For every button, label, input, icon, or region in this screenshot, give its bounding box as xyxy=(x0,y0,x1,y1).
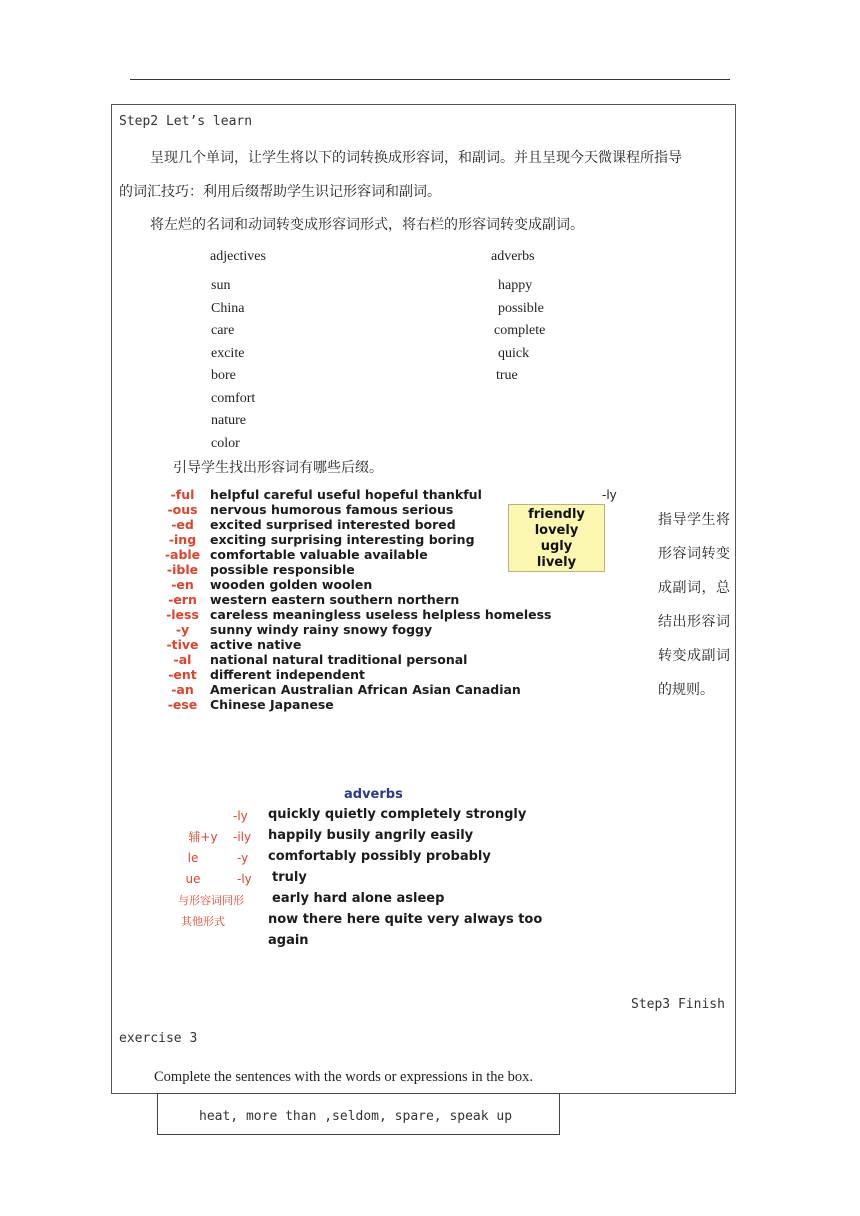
ly-adjective: friendly xyxy=(528,507,585,522)
step2-title: Step2 Let’s learn xyxy=(119,114,253,129)
word-box xyxy=(157,1093,560,1135)
left-word: nature xyxy=(211,413,246,428)
instruction-line: Complete the sentences with the words or expressions in the box. xyxy=(154,1069,533,1085)
suffix-label: -ible xyxy=(166,562,199,577)
suffix-words: helpful careful useful hopeful thankful xyxy=(210,487,482,502)
intro-line-2: 的词汇技巧：利用后缀帮助学生识记形容词和副词。 xyxy=(119,184,441,200)
adverbs-header: adverbs xyxy=(491,249,535,264)
suffix-label: -tive xyxy=(166,637,199,652)
ly-adjective: lovely xyxy=(534,523,579,538)
adjectives-header: adjectives xyxy=(210,249,266,264)
suffix-label: -ous xyxy=(167,502,198,517)
suffix-label: -ese xyxy=(167,697,198,712)
adverb-rule: 其他形式 xyxy=(181,915,225,928)
suffix-words: sunny windy rainy snowy foggy xyxy=(210,622,433,637)
right-word: quick xyxy=(498,345,530,361)
guide-line: 引导学生找出形容词有哪些后缀。 xyxy=(173,460,383,476)
left-word: China xyxy=(211,300,245,316)
suffix-label: -ent xyxy=(168,667,197,682)
suffix-word-column xyxy=(210,487,552,712)
adverb-words: early hard alone asleep xyxy=(272,891,445,906)
suffix-words: active native xyxy=(210,637,302,652)
adverb-rule: 与形容词同形 xyxy=(178,894,244,907)
suffix-words: national natural traditional personal xyxy=(210,652,468,667)
adverb-words: again xyxy=(268,933,309,948)
suffix-label: -ern xyxy=(168,592,197,607)
left-word: sun xyxy=(211,278,231,293)
adverb-rule: 辅+y -ily xyxy=(188,830,252,844)
header-rule xyxy=(130,79,730,80)
suffix-label: -ed xyxy=(171,517,194,532)
suffix-words: comfortable valuable available xyxy=(210,547,428,562)
suffix-label: -en xyxy=(171,577,194,592)
teaching-note: 指导学生将形容词转变成副词，总结出形容词转变成副词的规则。 xyxy=(658,512,730,698)
adverb-rule-column xyxy=(173,804,269,951)
left-word: care xyxy=(211,323,235,338)
suffix-words: western eastern southern northern xyxy=(210,592,460,607)
task-line: 将左烂的名词和动词转变成形容词形式，将右栏的形容词转变成副词。 xyxy=(150,217,584,233)
intro-line-1: 呈现几个单词，让学生将以下的词转换成形容词，和副词。并且呈现今天微课程所指导 xyxy=(150,150,682,166)
adverb-words: comfortably possibly probably xyxy=(268,849,491,864)
adverb-rule: ue -ly xyxy=(185,872,252,886)
right-word: true xyxy=(496,368,518,383)
left-word-list xyxy=(211,275,255,455)
adverb-rule: le -y xyxy=(187,851,249,865)
right-word: possible xyxy=(498,300,544,316)
left-word: excite xyxy=(211,345,245,361)
suffix-words: exciting surprising interesting boring xyxy=(210,532,475,547)
suffix-words: Chinese Japanese xyxy=(210,697,334,712)
adverbs-title: adverbs xyxy=(344,787,403,802)
step3-title: Step3 Finish xyxy=(631,997,725,1012)
word-box-text: heat, more than ,seldom, spare, speak up xyxy=(199,1109,513,1124)
right-word-list xyxy=(496,275,545,388)
suffix-label: -al xyxy=(173,652,192,667)
suffix-label: -ful xyxy=(170,487,195,502)
adverb-word-column xyxy=(268,804,542,951)
right-word: complete xyxy=(494,323,546,338)
adverb-words: quickly quietly completely strongly xyxy=(268,807,527,822)
suffix-words: excited surprised interested bored xyxy=(210,517,456,532)
left-word: bore xyxy=(211,368,236,383)
suffix-label: -less xyxy=(166,607,199,622)
suffix-label: -y xyxy=(175,622,190,637)
right-word: happy xyxy=(498,278,533,293)
suffix-label: -an xyxy=(171,682,194,697)
suffix-label: -ing xyxy=(168,532,197,547)
ly-label: -ly xyxy=(602,488,617,502)
suffix-column xyxy=(160,487,205,712)
left-word: color xyxy=(211,435,240,451)
adverb-words: now there here quite very always too xyxy=(268,912,543,927)
adverb-rule: -ly xyxy=(233,809,248,823)
suffix-label: -able xyxy=(164,547,201,562)
adverb-words: happily busily angrily easily xyxy=(268,828,474,843)
left-word: comfort xyxy=(211,390,256,406)
suffix-words: nervous humorous famous serious xyxy=(210,502,454,517)
ly-adjectives-box xyxy=(508,504,605,572)
suffix-words: wooden golden woolen xyxy=(210,577,373,592)
step3-title-cont: exercise 3 xyxy=(119,1031,198,1046)
adverb-rule xyxy=(173,930,269,951)
suffix-words: possible responsible xyxy=(210,562,355,577)
suffix-words: careless meaningless useless helpless homeless xyxy=(210,607,552,622)
suffix-words: American Australian African Asian Canadian xyxy=(210,682,521,697)
ly-adjective: lively xyxy=(536,555,577,570)
adverb-words: truly xyxy=(272,870,307,885)
suffix-words: different independent xyxy=(210,667,365,682)
ly-adjective: ugly xyxy=(540,539,573,554)
